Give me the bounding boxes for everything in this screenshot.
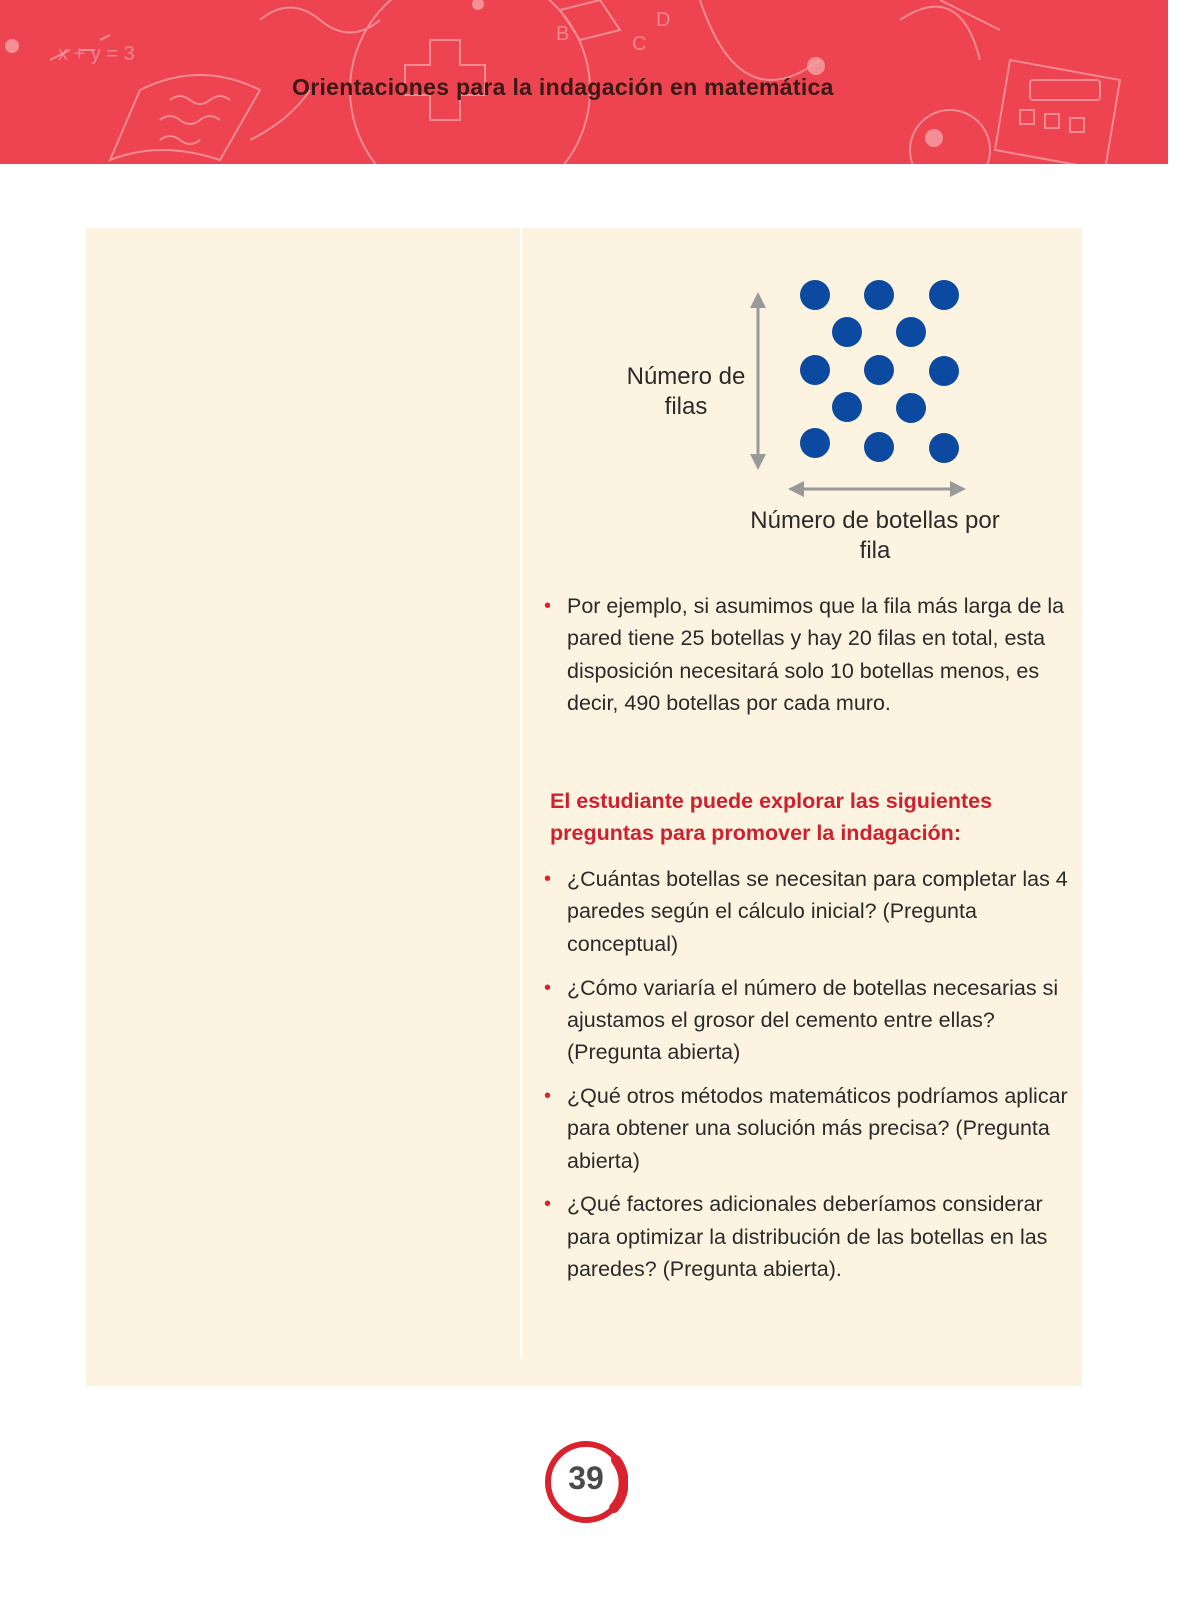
- bottle-dot: [832, 392, 862, 422]
- bottle-dot: [800, 280, 830, 310]
- list-item: [540, 590, 1070, 719]
- rows-arrow-head-top: [750, 292, 766, 308]
- column-divider: [520, 228, 522, 1358]
- bottle-dot: [800, 428, 830, 458]
- list-item-text: ¿Qué otros métodos matemáticos podríamos aplicar para obtener una solución más precisa? (Pregunta abierta): [567, 1083, 1068, 1173]
- bottle-dot: [929, 280, 959, 310]
- bullet-icon: •: [544, 1084, 552, 1107]
- bullet-icon: •: [544, 1193, 552, 1216]
- text-content: [540, 590, 1070, 1297]
- rows-label: Número de filas: [626, 363, 746, 420]
- svg-text:C: C: [632, 33, 647, 55]
- svg-text:D: D: [656, 9, 671, 31]
- bottle-dot: [864, 432, 894, 462]
- bottle-dot: [864, 355, 894, 385]
- list-item: [540, 863, 1070, 960]
- questions-heading: El estudiante puede explorar las siguientes preguntas para promover la indagación:: [550, 789, 993, 846]
- page-number: 39: [568, 1460, 604, 1496]
- rows-arrow-head-bottom: [750, 454, 766, 470]
- list-item-text: Por ejemplo, si asumimos que la fila más larga de la pared tiene 25 botellas y hay 20 filas en total, esta disposición necesitará solo 10 botellas menos, es decir, 490 botellas por cada muro.: [567, 594, 1065, 715]
- header-title: Orientaciones para la indagación en matemática: [292, 74, 834, 100]
- bullet-icon: •: [544, 595, 552, 617]
- bottle-dot: [832, 317, 862, 347]
- list-item: [540, 1188, 1070, 1285]
- bottle-dot: [800, 355, 830, 385]
- bottle-arrangement-diagram: [590, 270, 1010, 570]
- list-item-text: ¿Cuántas botellas se necesitan para completar las 4 paredes según el cálculo inicial? (Pregunta conceptual): [567, 867, 1068, 956]
- questions-list: [540, 863, 1070, 1285]
- bottle-dot: [929, 433, 959, 463]
- bottle-dot: [896, 317, 926, 347]
- bottle-dot: [864, 280, 894, 310]
- list-item: [540, 972, 1070, 1069]
- page-number-badge: [544, 1440, 628, 1524]
- list-item: [540, 1080, 1070, 1177]
- bullet-icon: •: [544, 868, 552, 891]
- svg-text:x + y = 3: x + y = 3: [58, 43, 135, 65]
- header-banner: [0, 0, 1168, 164]
- list-item-text: ¿Cómo variaría el número de botellas necesarias si ajustamos el grosor del cemento entre ellas? (Pregunta abierta): [567, 975, 1059, 1065]
- bullet-icon: •: [544, 976, 552, 999]
- bottles-arrow-head-right: [950, 481, 966, 497]
- bottles-per-row-label: Número de botellas por fila: [750, 507, 1000, 564]
- svg-text:B: B: [556, 23, 570, 45]
- bottle-dot: [896, 393, 926, 423]
- example-list: [540, 590, 1070, 719]
- bottle-dot: [929, 356, 959, 386]
- bottles-arrow-head-left: [788, 481, 804, 497]
- list-item-text: ¿Qué factores adicionales deberíamos considerar para optimizar la distribución de las botellas en las paredes? (Pregunta abierta).: [567, 1192, 1048, 1281]
